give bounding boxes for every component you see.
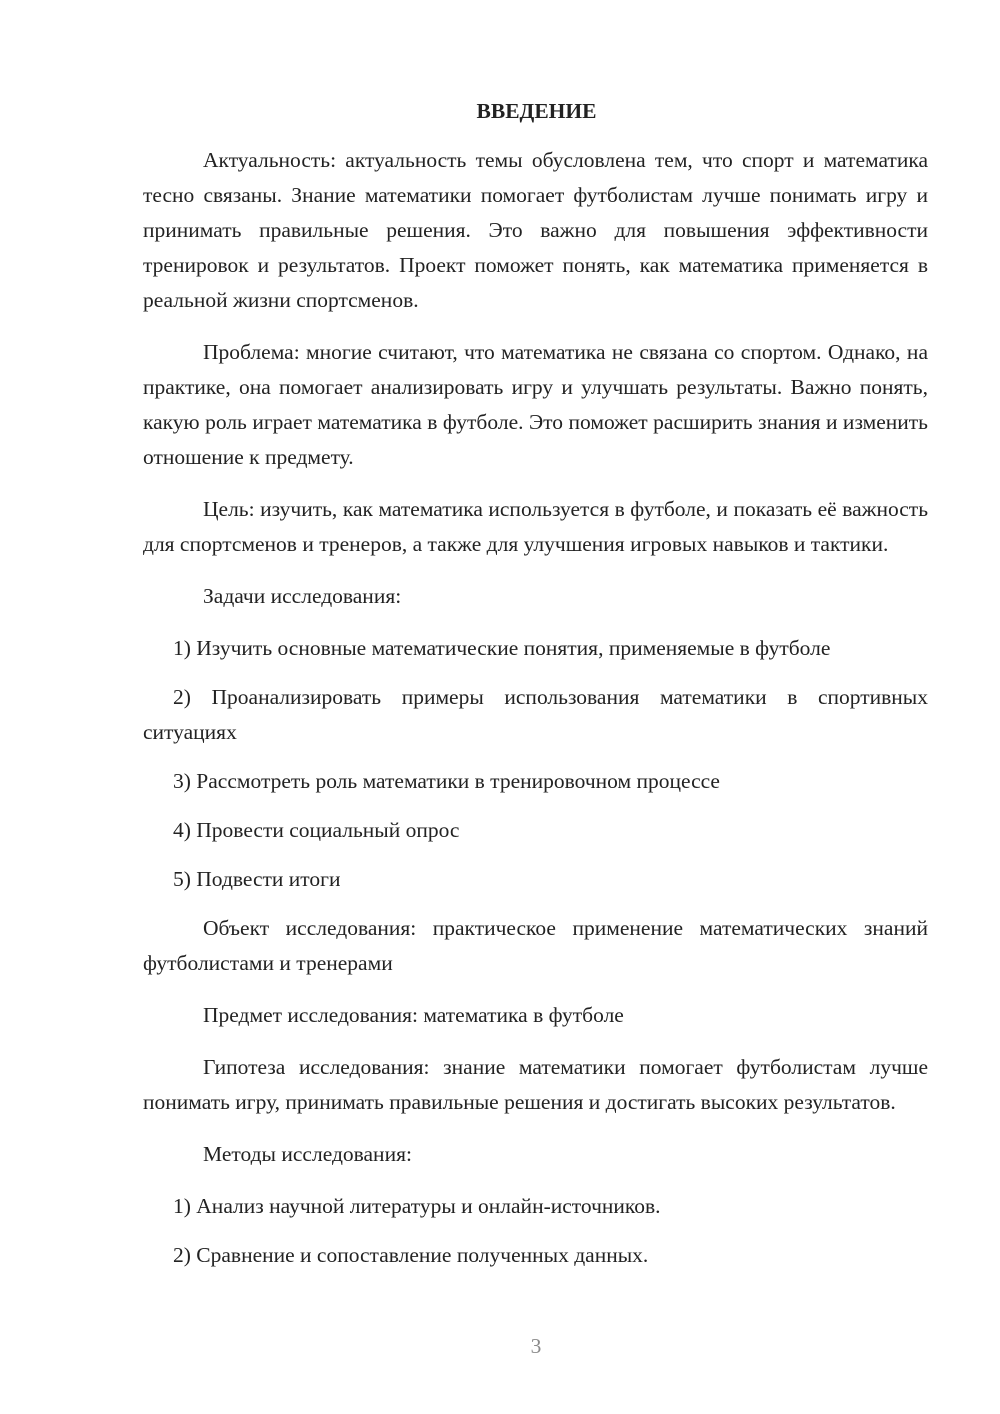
task-item-1: 1) Изучить основные математические понятия, применяемые в футболе (173, 636, 831, 660)
page-number: 3 (530, 1334, 542, 1358)
object-paragraph: Объект исследования: практическое применение математических знаний футболистами и тренерами (143, 916, 928, 975)
hypothesis-paragraph: Гипотеза исследования: знание математики помогает футболистам лучше понимать игру, принимать правильные решения и достигать высоких результатов. (143, 1055, 928, 1114)
tasks-heading: Задачи исследования: (203, 584, 402, 608)
task-item-3: 3) Рассмотреть роль математики в тренировочном процессе (173, 769, 720, 793)
task-item-4: 4) Провести социальный опрос (173, 818, 460, 842)
problem-paragraph: Проблема: многие считают, что математика не связана со спортом. Однако, на практике, она помогает анализировать игру и улучшать результаты. Важно понять, какую роль играет математика в футболе. Это поможет расширить знания и изменить отношение к предмету. (143, 340, 928, 469)
goal-paragraph: Цель: изучить, как математика используется в футболе, и показать её важность для спортсменов и тренеров, а также для улучшения игровых навыков и тактики. (143, 497, 928, 556)
task-item-5: 5) Подвести итоги (173, 867, 341, 891)
subject-paragraph: Предмет исследования: математика в футболе (203, 1003, 624, 1027)
task-item-2: 2) Проанализировать примеры использования математики в спортивных ситуациях (143, 685, 928, 744)
method-item-2: 2) Сравнение и сопоставление полученных данных. (173, 1243, 649, 1267)
document-body (143, 96, 928, 1287)
method-item-1: 1) Анализ научной литературы и онлайн-источников. (173, 1194, 661, 1218)
relevance-paragraph: Актуальность: актуальность темы обусловлена тем, что спорт и математика тесно связаны. Знание математики помогает футболистам лучше понимать игру и принимать правильные решения. Это важно для повышения эффективности тренировок и результатов. Проект поможет понять, как математика применяется в реальной жизни спортсменов. (143, 148, 928, 312)
section-title: ВВЕДЕНИЕ (476, 99, 597, 123)
methods-heading: Методы исследования: (203, 1142, 412, 1166)
